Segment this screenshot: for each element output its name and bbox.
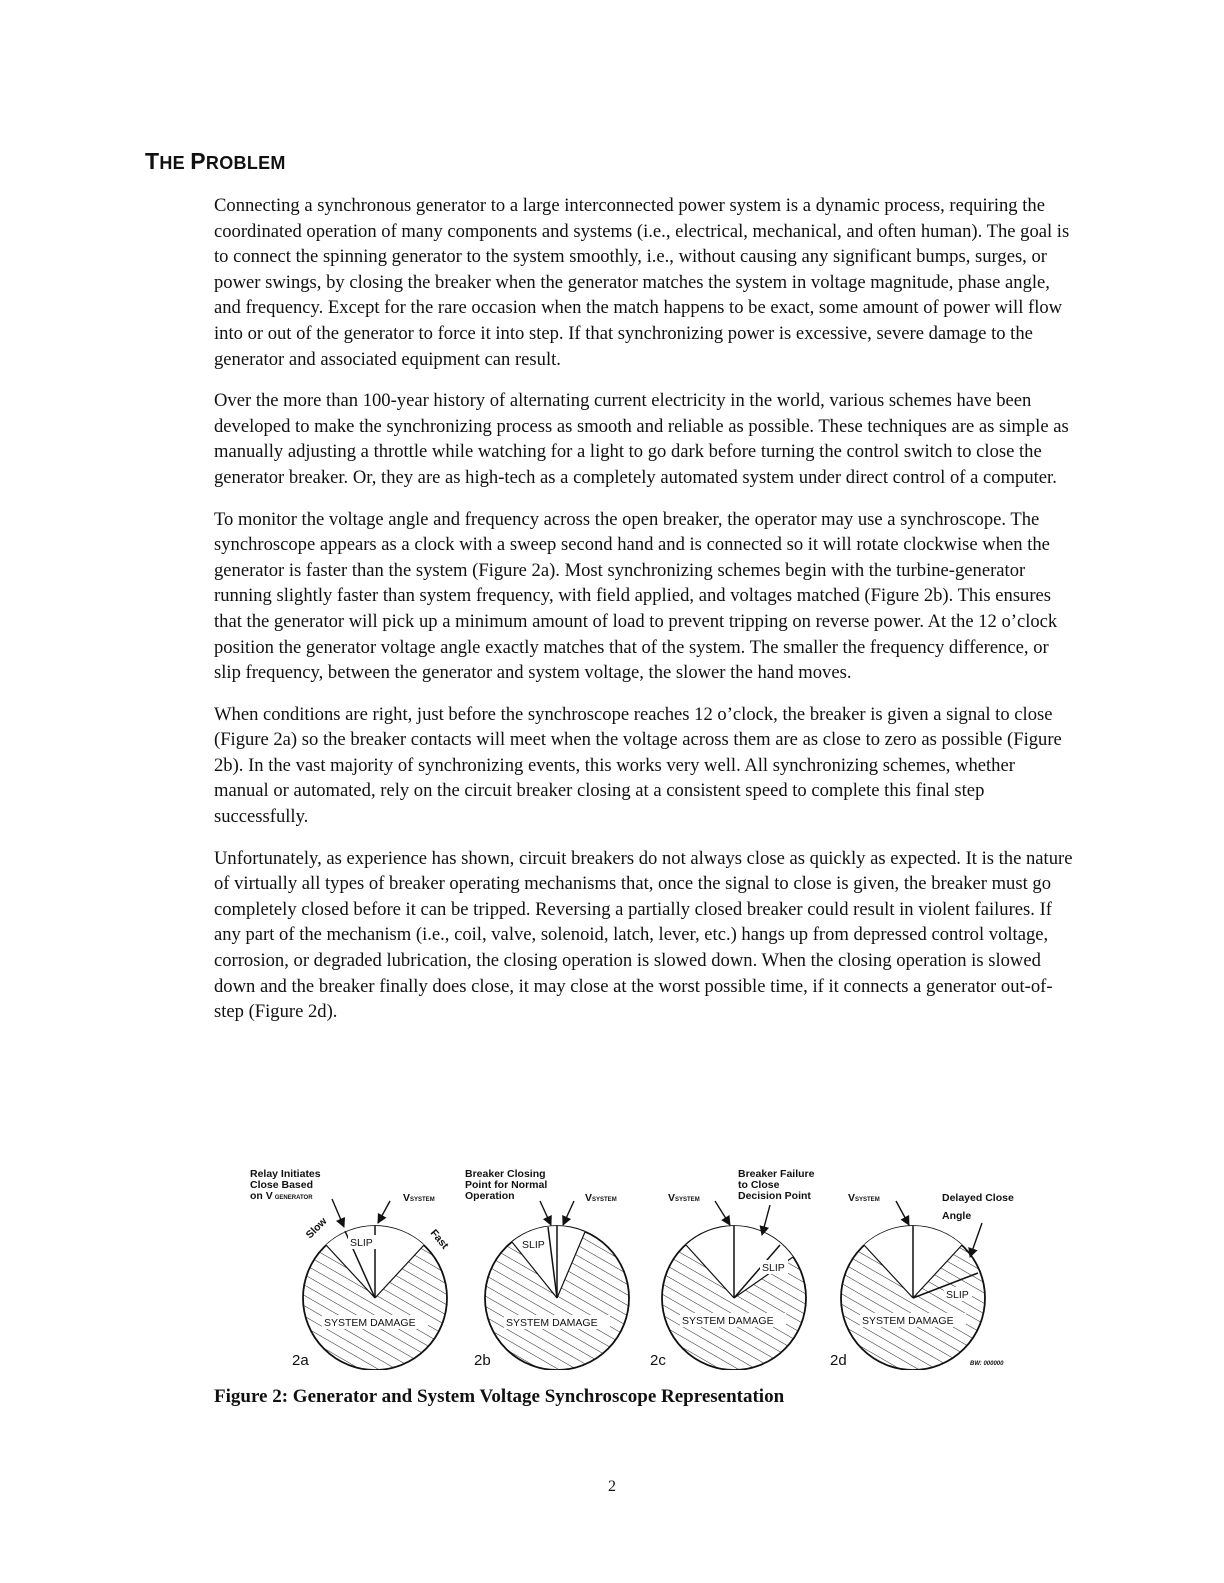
diagram-label: on V: [250, 1190, 273, 1202]
diagram-number: 2a: [292, 1352, 309, 1369]
slow-label: Slow: [303, 1215, 330, 1242]
diagram-label-sub: GENERATOR: [274, 1195, 313, 1201]
svg-text:VSYSTEM: [668, 1192, 700, 1204]
page-number: 2: [608, 1478, 616, 1495]
paragraph: Over the more than 100-year history of alternating current electricity in the world, various schemes have been developed to make the synchronizing process as smooth and reliable as possible. These techniques are as simple as manually adjusting a throttle while watching for a light to go dark before turning the control switch to close the generator breaker. Or, they are as high-tech as a completely automated system under direct control of a computer.: [214, 390, 1069, 488]
diagram-label: Close Based: [250, 1179, 314, 1191]
slip-label: SLIP: [946, 1289, 969, 1301]
vsystem-sub: SYSTEM: [855, 1197, 880, 1203]
system-damage-label: SYSTEM DAMAGE: [862, 1315, 954, 1327]
diagram-number: 2d: [830, 1352, 847, 1369]
synchroscope-figure: [240, 1165, 1040, 1370]
vsystem-label: V: [848, 1192, 856, 1204]
vsystem-label: V: [585, 1192, 593, 1204]
section-heading: THE PROBLEM: [145, 148, 286, 174]
slip-label: SLIP: [762, 1262, 785, 1274]
paragraph: Unfortunately, as experience has shown, circuit breakers do not always close as quickly as expected. It is the nature of virtually all types of breaker operating mechanisms that, once the signal to close is given, the breaker must go completely closed before it can be tripped. Reversing a partially closed breaker could result in violent failures. If any part of the mechanism (i.e., coil, valve, solenoid, latch, lever, etc.) hangs up from depressed control voltage, corrosion, or degraded lubrication, the closing operation is slowed down. When the closing operation is slowed down and the breaker finally does close, it may close at the worst possible time, if it connects a generator out-of-step (Figure 2d).: [214, 847, 1073, 1023]
slip-label: SLIP: [522, 1239, 545, 1251]
diagram-label: Breaker Failure: [738, 1168, 815, 1180]
diagram-label: Point for Normal: [465, 1179, 548, 1191]
diagram-label: Delayed Close: [942, 1192, 1014, 1204]
svg-text:VSYSTEM: [848, 1192, 880, 1204]
slip-label: SLIP: [350, 1237, 373, 1249]
synchroscope-2b: [465, 1168, 629, 1370]
diagram-label: Decision Point: [738, 1190, 811, 1202]
system-damage-label: SYSTEM DAMAGE: [324, 1317, 416, 1329]
synchroscope-2a: [250, 1168, 451, 1370]
diagram-number: 2c: [650, 1352, 666, 1369]
vsystem-label: V: [668, 1192, 676, 1204]
diagram-label: Angle: [942, 1210, 972, 1222]
diagram-label: Relay Initiates: [250, 1168, 321, 1180]
svg-text:VSYSTEM: [403, 1192, 435, 1204]
figure-code: BW: 000000: [970, 1361, 1004, 1367]
diagram-label: Operation: [465, 1190, 515, 1202]
svg-text:VSYSTEM: [585, 1192, 617, 1204]
vsystem-sub: SYSTEM: [410, 1197, 435, 1203]
vsystem-label: V: [403, 1192, 411, 1204]
figure-caption: Figure 2: Generator and System Voltage Synchroscope Representation: [214, 1386, 785, 1407]
diagram-label: to Close: [738, 1179, 780, 1191]
diagram-number: 2b: [474, 1352, 491, 1369]
system-damage-label: SYSTEM DAMAGE: [682, 1315, 774, 1327]
svg-text:on VGENERATOR: [250, 1190, 313, 1202]
body-text: [214, 193, 1074, 1041]
vsystem-sub: SYSTEM: [675, 1197, 700, 1203]
paragraph: When conditions are right, just before the synchroscope reaches 12 o’clock, the breaker is given a signal to close (Figure 2a) so the breaker contacts will meet when the voltage across them are as close to zero as possible (Figure 2b). In the vast majority of synchronizing events, this works very well. All synchronizing schemes, whether manual or automated, rely on the circuit breaker closing at a consistent speed to complete this final step successfully.: [214, 703, 1062, 828]
paragraph: Connecting a synchronous generator to a large interconnected power system is a dynamic process, requiring the coordinated operation of many components and systems (i.e., electrical, mechanical, and often human). The goal is to connect the spinning generator to the system smoothly, i.e., without causing any significant bumps, surges, or power swings, by closing the breaker when the generator matches the system in voltage magnitude, phase angle, and frequency. Except for the rare occasion when the match happens to be exact, some amount of power will flow into or out of the generator to force it into step. If that synchronizing power is excessive, severe damage to the generator and associated equipment can result.: [214, 195, 1070, 370]
synchroscope-2c: [650, 1168, 815, 1370]
vsystem-sub: SYSTEM: [592, 1197, 617, 1203]
diagram-label: Breaker Closing: [465, 1168, 546, 1180]
synchroscope-2d: [830, 1192, 1014, 1370]
fast-label: Fast: [427, 1227, 451, 1252]
system-damage-label: SYSTEM DAMAGE: [506, 1317, 598, 1329]
paragraph: To monitor the voltage angle and frequency across the open breaker, the operator may use a synchroscope. The synchroscope appears as a clock with a sweep second hand and is connected so it will rotate clockwise when the generator is faster than the system (Figure 2a). Most synchronizing schemes begin with the turbine-generator running slightly faster than system frequency, with field applied, and voltages matched (Figure 2b). This ensures that the generator will pick up a minimum amount of load to prevent tripping on reverse power. At the 12 o’clock position the generator voltage angle exactly matches that of the system. The smaller the frequency difference, or slip frequency, between the generator and system voltage, the slower the hand moves.: [214, 508, 1058, 684]
